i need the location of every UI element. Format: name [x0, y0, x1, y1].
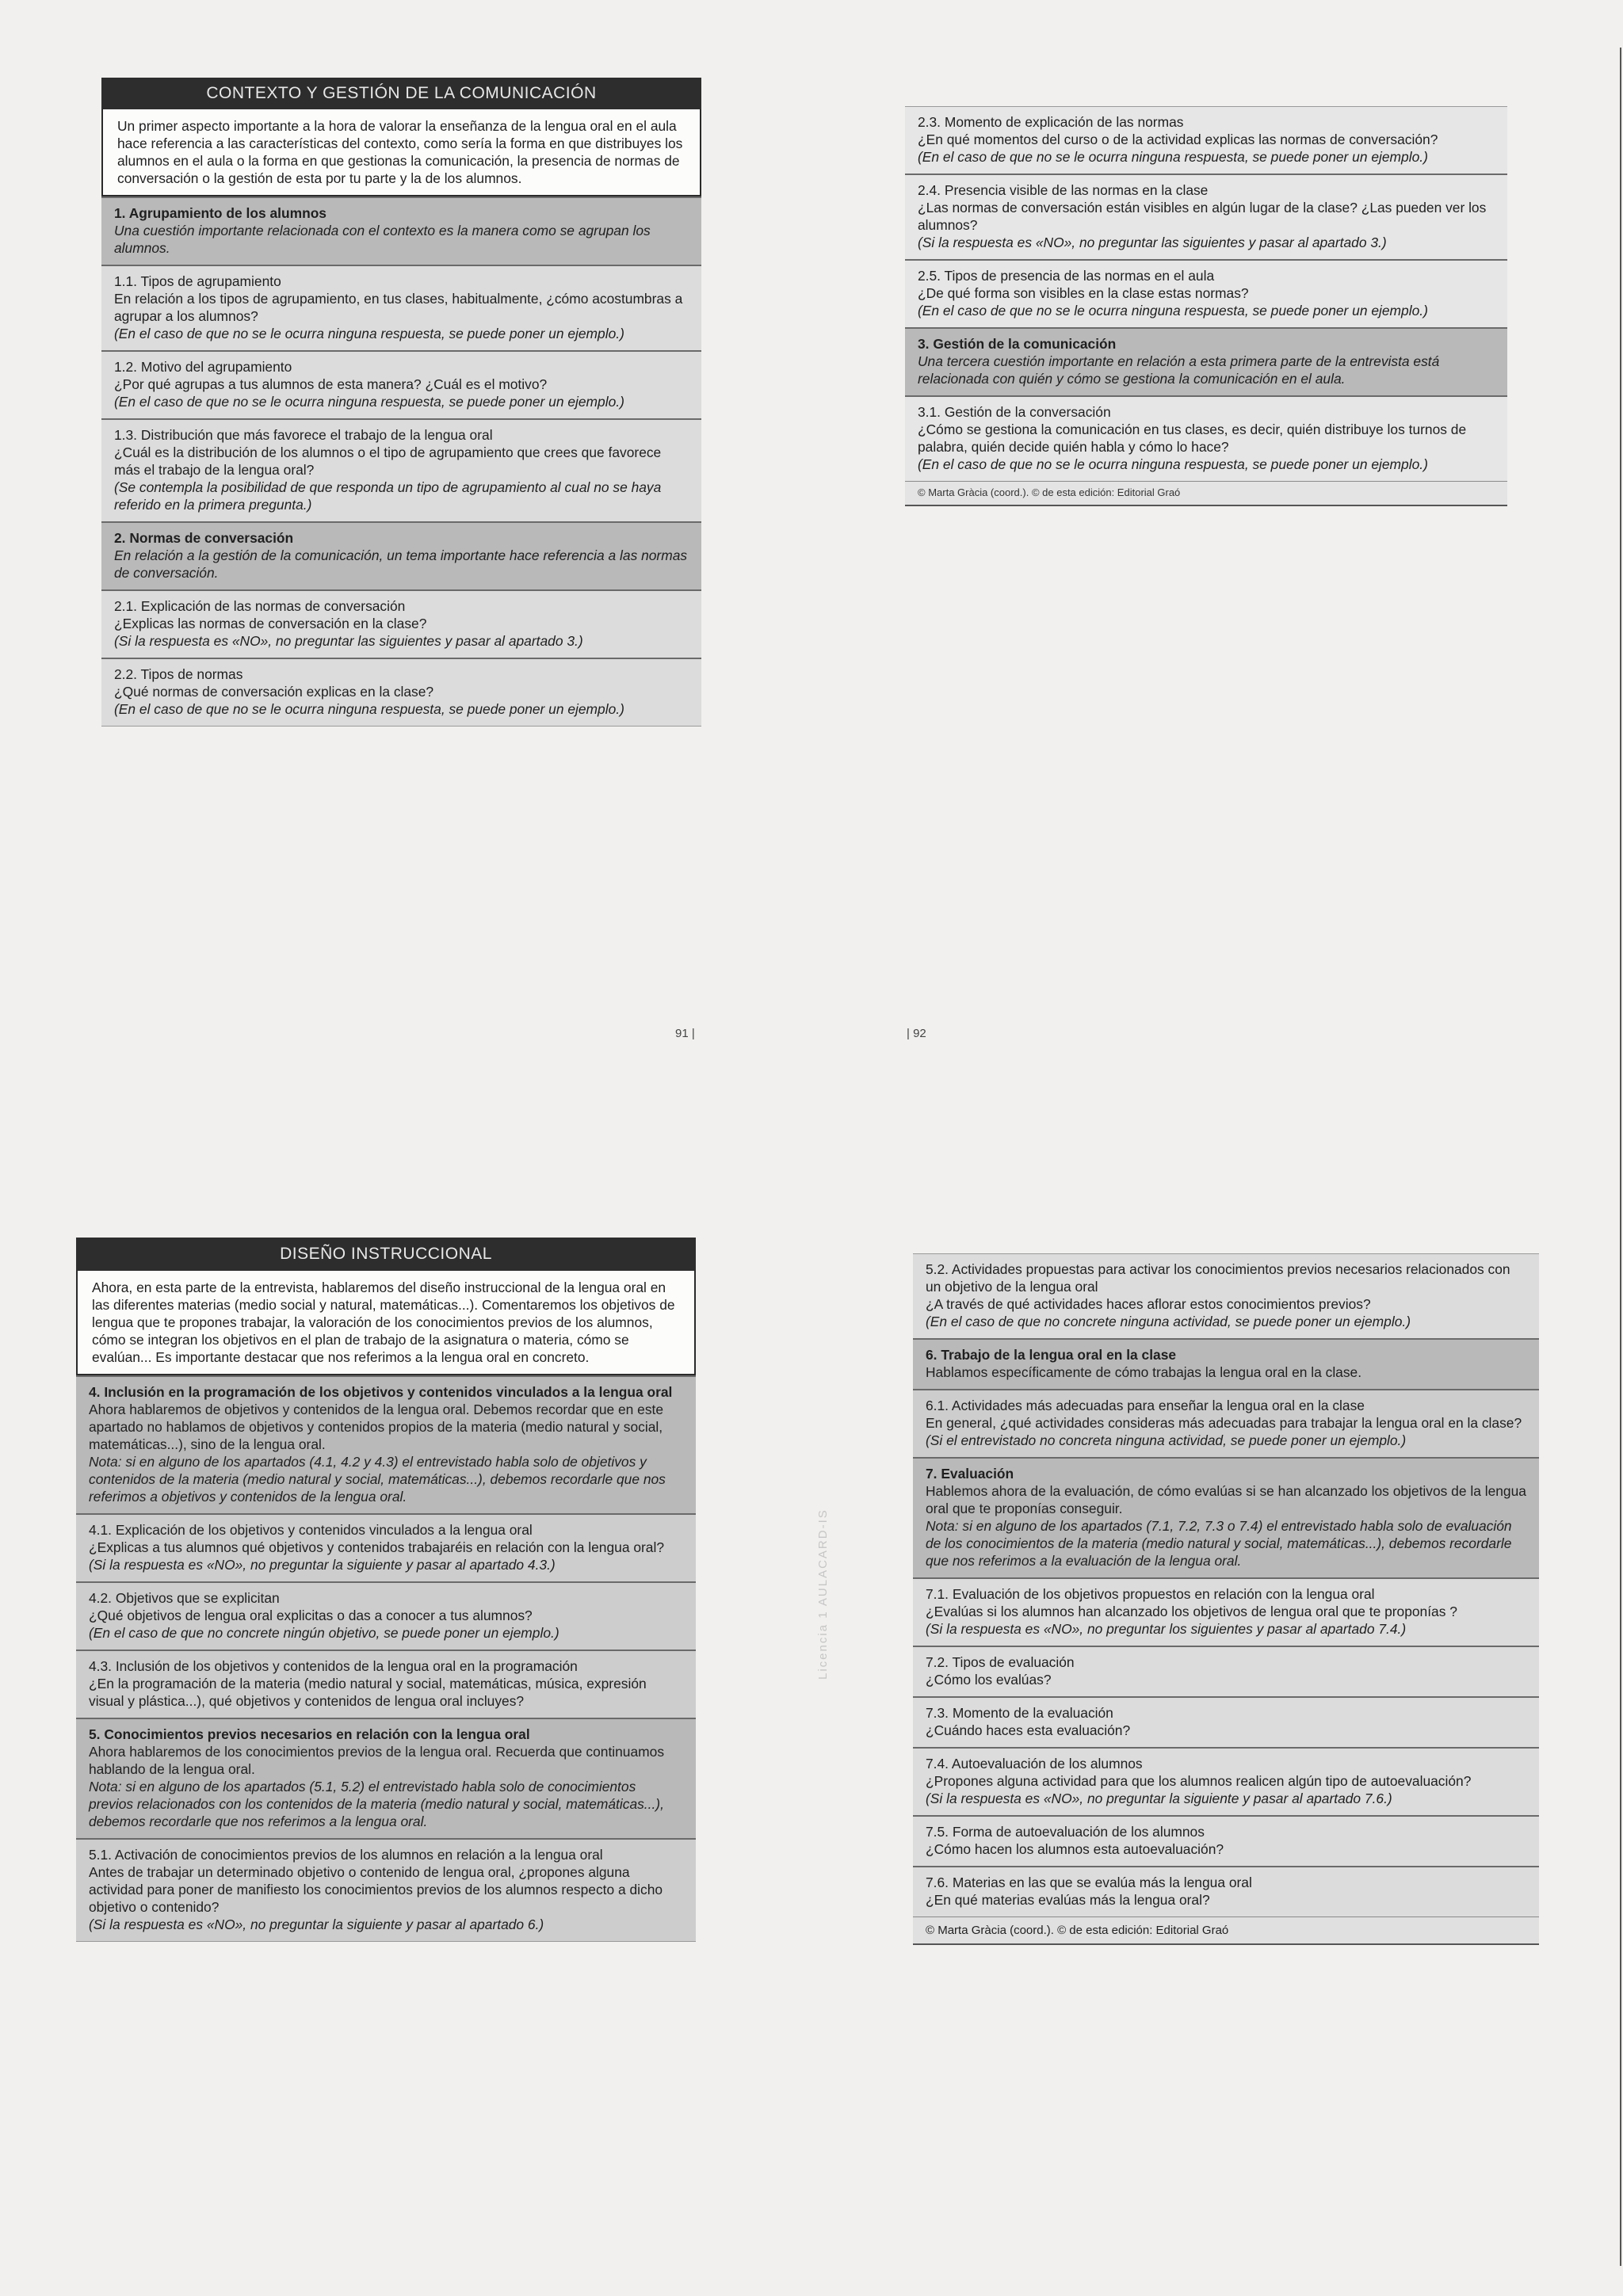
- question-text: ¿Evalúas si los alumnos han alcanzado los objetivos de lengua oral que te proponías ?: [926, 1604, 1457, 1619]
- question-text: ¿A través de qué actividades haces aflorar estos conocimientos previos?: [926, 1296, 1371, 1312]
- question-note: (Si la respuesta es «NO», no preguntar la siguiente y pasar al apartado 4.3.): [89, 1557, 556, 1573]
- section-desc: Una cuestión importante relacionada con el contexto es la manera como se agrupan los alumnos.: [114, 223, 651, 256]
- question-1-2: [101, 350, 701, 418]
- question-title: 1.2. Motivo del agrupamiento: [114, 359, 292, 375]
- question-4-2: [76, 1581, 696, 1650]
- question-text: ¿Cómo se gestiona la comunicación en tus clases, es decir, quién distribuye los turnos de palabra, quién decide quién habla y cómo lo hace?: [918, 421, 1467, 455]
- section-note: Nota: si en alguno de los apartados (7.1, 7.2, 7.3 o 7.4) el entrevistado habla solo de evaluación de los conocimientos de la materia (medio natural y social, matemáticas...), debemos recordarle que nos referimos a la evaluación de la lengua oral.: [926, 1518, 1512, 1569]
- section-title: 1. Agrupamiento de los alumnos: [114, 205, 327, 221]
- question-note: (Si la respuesta es «NO», no preguntar las siguientes y pasar al apartado 3.): [114, 633, 583, 649]
- section-title: 5. Conocimientos previos necesarios en relación con la lengua oral: [89, 1726, 530, 1742]
- question-1-3: [101, 418, 701, 521]
- question-title: 1.1. Tipos de agrupamiento: [114, 273, 281, 289]
- question-note: (Si la respuesta es «NO», no preguntar la siguiente y pasar al apartado 6.): [89, 1917, 544, 1932]
- question-title: 4.2. Objetivos que se explicitan: [89, 1590, 280, 1606]
- question-7-6: [913, 1866, 1539, 1917]
- question-title: 2.4. Presencia visible de las normas en la clase: [918, 182, 1209, 198]
- question-title: 7.1. Evaluación de los objetivos propuestos en relación con la lengua oral: [926, 1586, 1375, 1602]
- question-title: 7.3. Momento de la evaluación: [926, 1705, 1113, 1721]
- panel-instructional-design-cont: [913, 1253, 1539, 1945]
- panel-context-communication-cont: [905, 106, 1507, 506]
- question-text: ¿Cómo los evalúas?: [926, 1672, 1052, 1688]
- question-note: (En el caso de que no se le ocurra ninguna respuesta, se puede poner un ejemplo.): [918, 303, 1428, 318]
- copyright-footer: © Marta Gràcia (coord.). © de esta edición: Editorial Graó: [905, 481, 1507, 506]
- question-7-1: [913, 1577, 1539, 1646]
- question-2-2: [101, 658, 701, 727]
- question-title: 7.5. Forma de autoevaluación de los alumnos: [926, 1824, 1205, 1840]
- question-5-2: [913, 1253, 1539, 1338]
- question-note: (En el caso de que no se le ocurra ninguna respuesta, se puede poner un ejemplo.): [918, 149, 1428, 165]
- question-title: 2.5. Tipos de presencia de las normas en el aula: [918, 268, 1215, 284]
- question-text: ¿De qué forma son visibles en la clase estas normas?: [918, 285, 1249, 301]
- question-4-3: [76, 1650, 696, 1718]
- section-6: [913, 1338, 1539, 1389]
- question-text: ¿Qué normas de conversación explicas en la clase?: [114, 684, 434, 700]
- question-3-1: [905, 395, 1507, 481]
- question-note: (En el caso de que no concrete ningún objetivo, se puede poner un ejemplo.): [89, 1625, 559, 1641]
- section-header: CONTEXTO Y GESTIÓN DE LA COMUNICACIÓN: [101, 78, 701, 109]
- section-desc: En relación a la gestión de la comunicación, un tema importante hace referencia a las normas de conversación.: [114, 547, 688, 581]
- question-note: (Si el entrevistado no concreta ninguna actividad, se puede poner un ejemplo.): [926, 1432, 1407, 1448]
- section-3: [905, 327, 1507, 395]
- question-text: En general, ¿qué actividades consideras más adecuadas para trabajar la lengua oral en la clase?: [926, 1415, 1522, 1431]
- question-title: 2.1. Explicación de las normas de conversación: [114, 598, 406, 614]
- question-1-1: [101, 265, 701, 350]
- question-note: (Se contempla la posibilidad de que responda un tipo de agrupamiento al cual no se haya referido en la primera pregunta.): [114, 479, 662, 513]
- question-text: ¿En qué materias evalúas más la lengua oral?: [926, 1892, 1210, 1908]
- question-title: 1.3. Distribución que más favorece el trabajo de la lengua oral: [114, 427, 493, 443]
- question-5-1: [76, 1838, 696, 1942]
- page-number-92: | 92: [907, 1027, 926, 1040]
- section-title: 2. Normas de conversación: [114, 530, 294, 546]
- question-note: (En el caso de que no concrete ninguna actividad, se puede poner un ejemplo.): [926, 1314, 1411, 1329]
- question-text: ¿Propones alguna actividad para que los alumnos realicen algún tipo de autoevaluación?: [926, 1773, 1472, 1789]
- panel-instructional-design: [76, 1238, 696, 1942]
- question-title: 7.2. Tipos de evaluación: [926, 1654, 1075, 1670]
- intro-text: Un primer aspecto importante a la hora de valorar la enseñanza de la lengua oral en el aula hace referencia a las características del contexto, como sería la forma en que distribuyes los alumnos en el aula o la forma en que gestionas la comunicación, la presencia de normas de conversación o la gestión de esta por tu parte y la de los alumnos.: [101, 109, 701, 196]
- question-2-5: [905, 259, 1507, 327]
- question-text: ¿Explicas las normas de conversación en la clase?: [114, 616, 427, 631]
- question-4-1: [76, 1513, 696, 1581]
- question-title: 3.1. Gestión de la conversación: [918, 404, 1111, 420]
- section-title: 7. Evaluación: [926, 1466, 1014, 1482]
- question-note: (Si la respuesta es «NO», no preguntar la siguiente y pasar al apartado 7.6.): [926, 1791, 1392, 1806]
- intro-text: Ahora, en esta parte de la entrevista, hablaremos del diseño instruccional de la lengua oral en las diferentes materias (medio social y natural, matemáticas...). Comentaremos los objetivos de lengua que te propones trabajar, la valoración de los conocimientos previos de los alumnos, cómo se integran los objetivos en el plan de trabajo de la asignatura o materia, cómo se evalúan... Es importante destacar que nos referimos a la lengua oral en concreto.: [76, 1271, 696, 1375]
- section-note: Nota: si en alguno de los apartados (4.1, 4.2 y 4.3) el entrevistado habla solo de objetivos y contenidos de la materia (medio natural y social, matemáticas...), debemos recordarle que nos referimos a objetivos y contenidos de la lengua oral.: [89, 1454, 666, 1505]
- question-title: 2.3. Momento de explicación de las normas: [918, 114, 1184, 130]
- page-number-91: 91 |: [675, 1027, 695, 1040]
- question-title: 4.1. Explicación de los objetivos y contenidos vinculados a la lengua oral: [89, 1522, 533, 1538]
- question-note: (Si la respuesta es «NO», no preguntar los siguientes y pasar al apartado 7.4.): [926, 1621, 1407, 1637]
- section-header: DISEÑO INSTRUCCIONAL: [76, 1238, 696, 1271]
- section-5: [76, 1718, 696, 1838]
- section-4: [76, 1375, 696, 1513]
- question-text: En relación a los tipos de agrupamiento, en tus clases, habitualmente, ¿cómo acostumbras a agrupar a los alumnos?: [114, 291, 683, 324]
- question-note: (En el caso de que no se le ocurra ninguna respuesta, se puede poner un ejemplo.): [114, 701, 624, 717]
- license-watermark: Licencia 1 AULACARD-IS: [816, 1508, 830, 1680]
- question-text: ¿Explicas a tus alumnos qué objetivos y contenidos trabajaréis en relación con la lengua oral?: [89, 1539, 664, 1555]
- question-text: ¿En qué momentos del curso o de la actividad explicas las normas de conversación?: [918, 132, 1438, 147]
- copyright-footer: © Marta Gràcia (coord.). © de esta edición: Editorial Graó: [913, 1917, 1539, 1945]
- question-title: 7.6. Materias en las que se evalúa más la lengua oral: [926, 1875, 1252, 1890]
- question-note: (En el caso de que no se le ocurra ninguna respuesta, se puede poner un ejemplo.): [114, 326, 624, 341]
- section-desc: Ahora hablaremos de los conocimientos previos de la lengua oral. Recuerda que continuamos hablando de la lengua oral.: [89, 1744, 665, 1777]
- question-note: (En el caso de que no se le ocurra ninguna respuesta, se puede poner un ejemplo.): [918, 456, 1428, 472]
- question-text: ¿Las normas de conversación están visibles en algún lugar de la clase? ¿Las pueden ver los alumnos?: [918, 200, 1487, 233]
- section-desc: Una tercera cuestión importante en relación a esta primera parte de la entrevista está relacionada con quién y cómo se gestiona la comunicación en el aula.: [918, 353, 1440, 387]
- question-title: 2.2. Tipos de normas: [114, 666, 243, 682]
- question-title: 4.3. Inclusión de los objetivos y contenidos de la lengua oral en la programación: [89, 1658, 578, 1674]
- question-title: 5.2. Actividades propuestas para activar los conocimientos previos necesarios relacionados con un objetivo de la lengua oral: [926, 1261, 1510, 1295]
- question-2-4: [905, 174, 1507, 259]
- question-text: Antes de trabajar un determinado objetivo o contenido de lengua oral, ¿propones alguna actividad para poner de manifiesto los conocimientos previos de los alumnos respecto a dicho objetivo o contenido?: [89, 1864, 663, 1915]
- question-6-1: [913, 1389, 1539, 1457]
- section-title: 4. Inclusión en la programación de los objetivos y contenidos vinculados a la lengua oral: [89, 1384, 673, 1400]
- question-text: ¿Qué objetivos de lengua oral explicitas o das a conocer a tus alumnos?: [89, 1608, 533, 1623]
- question-title: 5.1. Activación de conocimientos previos de los alumnos en relación a la lengua oral: [89, 1847, 603, 1863]
- panel-context-communication: [101, 78, 701, 727]
- question-7-4: [913, 1747, 1539, 1815]
- question-title: 6.1. Actividades más adecuadas para enseñar la lengua oral en la clase: [926, 1398, 1365, 1413]
- question-7-2: [913, 1646, 1539, 1696]
- question-title: 7.4. Autoevaluación de los alumnos: [926, 1756, 1143, 1772]
- section-title: 3. Gestión de la comunicación: [918, 336, 1117, 352]
- section-desc: Hablemos ahora de la evaluación, de cómo evalúas si se han alcanzado los objetivos de la lengua oral que te proponías conseguir.: [926, 1483, 1526, 1516]
- question-2-3: [905, 106, 1507, 174]
- question-7-3: [913, 1696, 1539, 1747]
- question-2-1: [101, 589, 701, 658]
- question-text: ¿Por qué agrupas a tus alumnos de esta manera? ¿Cuál es el motivo?: [114, 376, 548, 392]
- page-edge: [1620, 48, 1621, 2266]
- question-7-5: [913, 1815, 1539, 1866]
- question-note: (Si la respuesta es «NO», no preguntar las siguientes y pasar al apartado 3.): [918, 235, 1387, 250]
- section-1: [101, 196, 701, 265]
- section-note: Nota: si en alguno de los apartados (5.1, 5.2) el entrevistado habla solo de conocimientos previos relacionados con los contenidos de la materia (medio natural y social, matemáticas...), debemos recordarle que nos referimos a la lengua oral.: [89, 1779, 664, 1829]
- question-note: (En el caso de que no se le ocurra ninguna respuesta, se puede poner un ejemplo.): [114, 394, 624, 410]
- section-desc: Hablamos específicamente de cómo trabajas la lengua oral en la clase.: [926, 1364, 1362, 1380]
- question-text: ¿Cómo hacen los alumnos esta autoevaluación?: [926, 1841, 1224, 1857]
- section-desc: Ahora hablaremos de objetivos y contenidos de la lengua oral. Debemos recordar que en este apartado no hablamos de objetivos y contenidos propios de la materia (medio natural y social, matemáticas...), sino de la lengua oral.: [89, 1402, 664, 1452]
- question-text: ¿Cuál es la distribución de los alumnos o el tipo de agrupamiento que crees que favorece más el trabajo de la lengua oral?: [114, 444, 662, 478]
- section-title: 6. Trabajo de la lengua oral en la clase: [926, 1347, 1177, 1363]
- question-text: ¿Cuándo haces esta evaluación?: [926, 1722, 1131, 1738]
- section-2: [101, 521, 701, 589]
- section-7: [913, 1457, 1539, 1577]
- question-text: ¿En la programación de la materia (medio natural y social, matemáticas, música, expresión visual y plástica...), qué objetivos y contenidos de lengua oral incluyes?: [89, 1676, 647, 1709]
